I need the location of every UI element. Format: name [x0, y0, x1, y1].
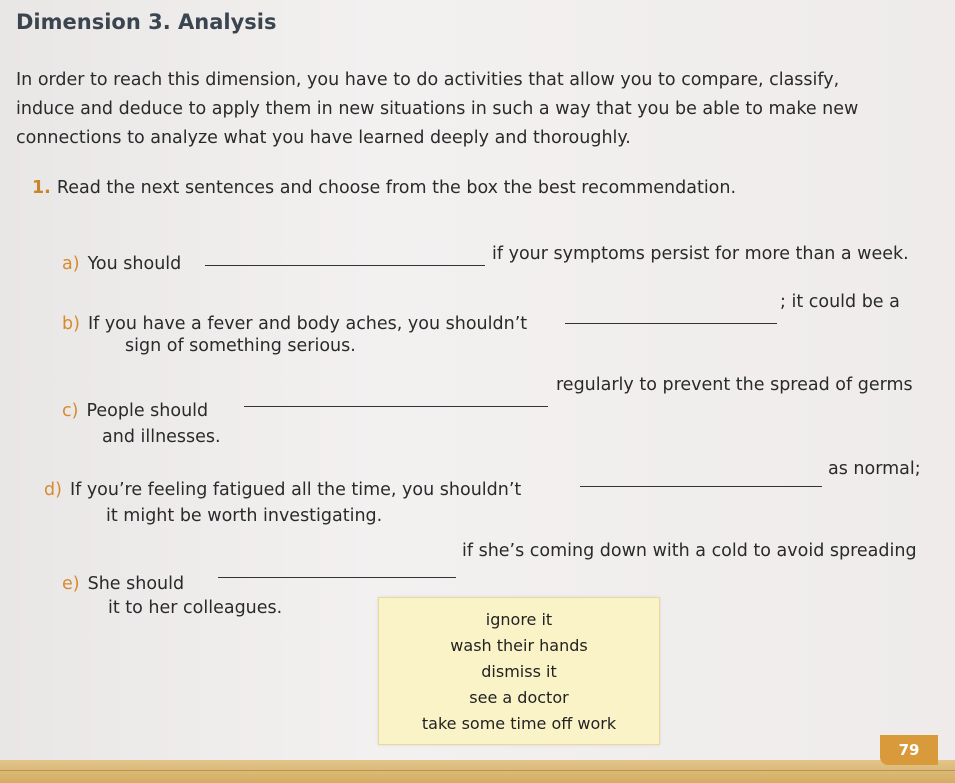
sentence-d [44, 479, 521, 501]
sentence-text-before: People should [86, 401, 209, 421]
exercise-instruction [32, 178, 736, 198]
sentence-c [62, 400, 208, 422]
item-letter: e) [62, 574, 80, 594]
word-option: see a doctor [469, 688, 569, 707]
word-option: dismiss it [481, 662, 557, 681]
intro-paragraph [16, 66, 936, 153]
sentence-text-after: regularly to prevent the spread of germs [556, 375, 913, 395]
word-option: ignore it [485, 610, 553, 629]
footer-rule [0, 770, 955, 771]
answer-blank-a[interactable] [205, 265, 485, 266]
sentence-line2: it might be worth investigating. [106, 506, 383, 526]
intro-line: In order to reach this dimension, you have to do activities that allow you to compare, classify, [16, 70, 840, 90]
answer-blank-b[interactable] [565, 323, 777, 324]
sentence-text-after: if your symptoms persist for more than a week. [492, 244, 909, 264]
sentence-line2: and illnesses. [102, 427, 221, 447]
sentence-text-before: You should [87, 254, 182, 274]
answer-blank-d[interactable] [580, 486, 822, 487]
word-option: take some time off work [421, 714, 617, 733]
sentence-text-before: If you’re feeling fatigued all the time, you shouldn’t [69, 480, 522, 500]
answer-blank-c[interactable] [244, 406, 548, 407]
exercise-number: 1. [32, 178, 51, 198]
instruction-text: Read the next sentences and choose from the box the best recommendation. [56, 178, 737, 198]
page-number: 79 [880, 735, 938, 765]
item-letter: a) [62, 254, 80, 274]
section-title: Dimension 3. Analysis [16, 10, 277, 34]
word-option: wash their hands [450, 636, 588, 655]
item-letter: d) [44, 480, 62, 500]
answer-blank-e[interactable] [218, 577, 456, 578]
sentence-text-after: if she’s coming down with a cold to avoid spreading [462, 541, 917, 561]
footer-band [0, 760, 955, 783]
word-box [378, 597, 660, 745]
item-letter: b) [62, 314, 80, 334]
sentence-text-after: ; it could be a [780, 292, 900, 312]
sentence-e [62, 573, 184, 595]
sentence-line2: it to her colleagues. [108, 598, 283, 618]
sentence-b [62, 313, 527, 335]
sentence-text-before: If you have a fever and body aches, you shouldn’t [87, 314, 528, 334]
sentence-a [62, 253, 181, 275]
intro-line: induce and deduce to apply them in new situations in such a way that you be able to make new [16, 99, 859, 119]
sentence-line2: sign of something serious. [125, 336, 356, 356]
item-letter: c) [62, 401, 79, 421]
sentence-text-before: She should [87, 574, 185, 594]
intro-line: connections to analyze what you have learned deeply and thoroughly. [16, 128, 631, 148]
sentence-text-after: as normal; [828, 459, 921, 479]
